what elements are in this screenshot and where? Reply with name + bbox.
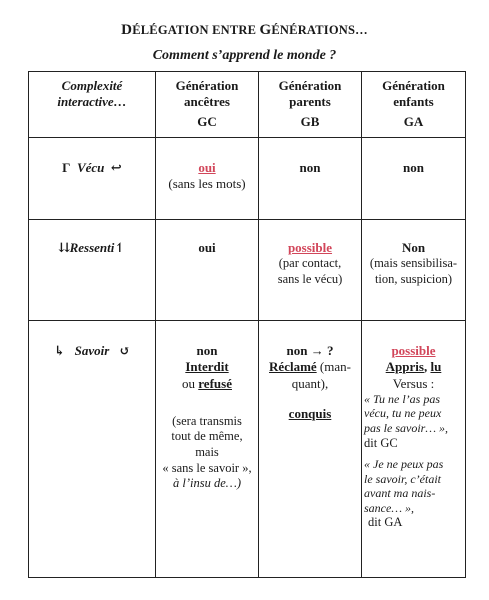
savoir-right-glyph-icon: ↺ <box>119 343 130 358</box>
vecu-left-glyph-icon: Γ <box>62 160 71 175</box>
header-row <box>29 72 466 138</box>
header-ga: Génération enfants GA <box>362 72 466 138</box>
cell-ressenti-gc: oui <box>156 220 259 321</box>
cell-ressenti-gb: possible (par contact, sans le vécu) <box>259 220 362 321</box>
page-subtitle: Comment s’apprend le monde ? <box>152 48 337 63</box>
row-label-savoir: ↳ Savoir ↺ <box>29 321 156 578</box>
page-title: DÉLÉGATION ENTRE GÉNÉRATIONS… <box>121 22 368 38</box>
header-gc: Génération ancêtres GC <box>156 72 259 138</box>
quote-gc: « Tu ne l’as pas vécu, tu ne peux pas le savoir… », dit GC <box>364 391 448 450</box>
cell-savoir-ga: possible Appris, lu Versus : « Tu ne l’as pas vécu, tu ne peux pas le savoir… », dit GC « Je ne peux pas le savoir, c’était avant ma nais- sance… », dit GA <box>362 321 466 578</box>
row-savoir <box>29 321 466 578</box>
cell-ressenti-ga: Non (mais sensibilisa- tion, suspicion) <box>362 220 466 321</box>
row-ressenti <box>29 220 466 321</box>
row-label-vecu: Γ Vécu ↩ <box>29 138 156 220</box>
vecu-right-glyph-icon: ↩ <box>110 160 122 175</box>
header-gb: Génération parents GB <box>259 72 362 138</box>
ressenti-right-glyph-icon: ↿ <box>114 240 126 255</box>
header-complexity: Complexité interactive… <box>29 72 156 138</box>
cell-savoir-gc: non Interdit ou refusé (sera transmis tout de même, mais « sans le savoir », à l’insu de…) <box>156 321 259 578</box>
quote-ga: « Je ne peux pas le savoir, c’était avant ma nais- sance… », dit GA <box>364 456 444 530</box>
cell-savoir-gb: non → ? Réclamé (man- quant), conquis <box>259 321 362 578</box>
ressenti-left-glyph-icon: ⇊ <box>58 240 70 255</box>
row-vecu <box>29 138 466 220</box>
row-label-ressenti: ⇊Ressenti↿ <box>29 220 156 321</box>
cell-vecu-gb: non <box>259 138 362 220</box>
savoir-left-glyph-icon: ↳ <box>54 343 65 358</box>
cell-vecu-gc: oui (sans les mots) <box>156 138 259 220</box>
generations-table <box>28 71 466 578</box>
cell-vecu-ga: non <box>362 138 466 220</box>
